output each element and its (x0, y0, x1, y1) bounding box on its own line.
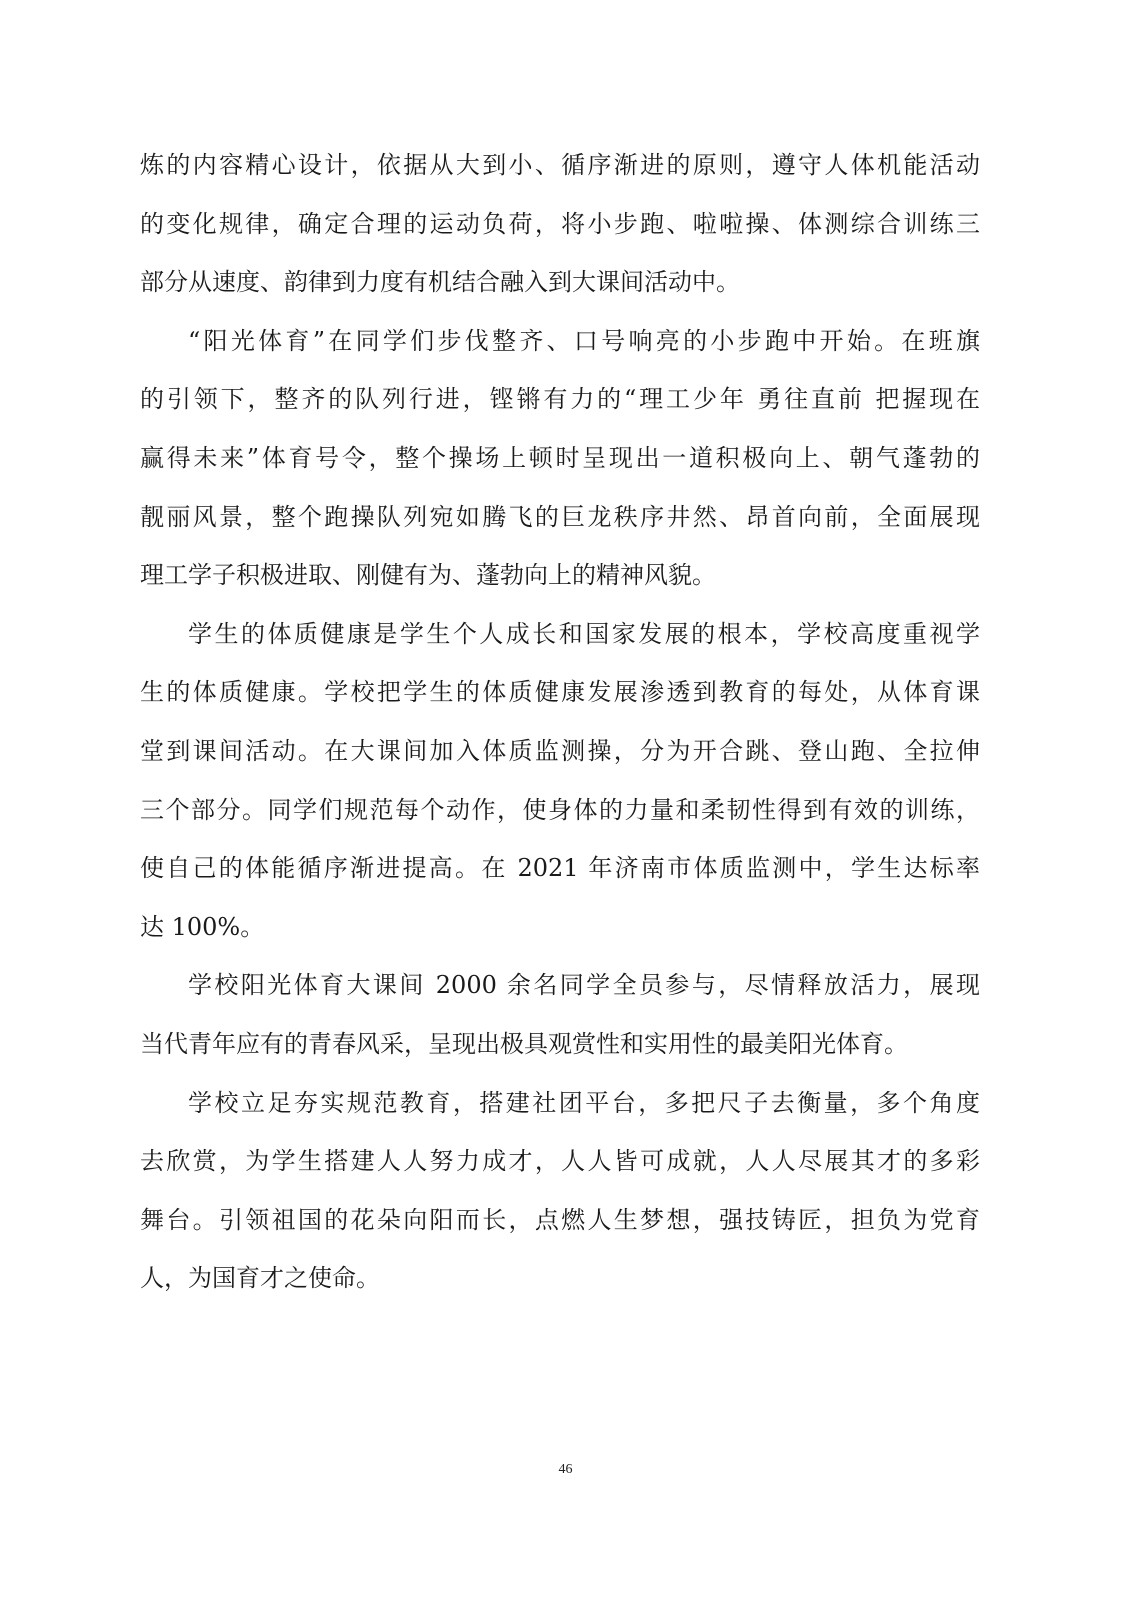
text-line: 人，为国育才之使命。 (140, 1264, 380, 1293)
text-line: 的变化规律，确定合理的运动负荷，将小步跑、啦啦操、体测综合训练三 (140, 209, 980, 238)
text-line: 学生的体质健康是学生个人成长和国家发展的根本，学校高度重视学 (188, 619, 980, 648)
text-line: 使自己的体能循序渐进提高。在 2021 年济南市体质监测中，学生达标率 (140, 854, 980, 883)
text-line: 堂到课间活动。在大课间加入体质监测操，分为开合跳、登山跑、全拉伸 (140, 736, 980, 765)
text-line: 炼的内容精心设计，依据从大到小、循序渐进的原则，遵守人体机能活动 (140, 151, 980, 179)
text-line: “阳光体育”在同学们步伐整齐、口号响亮的小步跑中开始。在班旗 (188, 326, 980, 355)
text-line: 三个部分。同学们规范每个动作，使身体的力量和柔韧性得到有效的训练， (140, 795, 980, 824)
text-line: 学校阳光体育大课间 2000 余名同学全员参与，尽情释放活力，展现 (188, 971, 980, 1000)
body-text (140, 136, 980, 1308)
text-line: 达 100%。 (140, 912, 265, 941)
page-number: 46 (558, 1462, 573, 1477)
text-line: 的引领下，整齐的队列行进，铿锵有力的“理工少年 勇往直前 把握现在 (140, 385, 980, 414)
text-line: 去欣赏，为学生搭建人人努力成才，人人皆可成就，人人尽展其才的多彩 (140, 1147, 980, 1176)
text-line: 赢得未来”体育号令，整个操场上顿时呈现出一道积极向上、朝气蓬勃的 (140, 443, 980, 472)
text-line: 理工学子积极进取、刚健有为、蓬勃向上的精神风貌。 (140, 561, 716, 590)
text-line: 生的体质健康。学校把学生的体质健康发展渗透到教育的每处，从体育课 (140, 678, 980, 707)
text-line: 舞台。引领祖国的花朵向阳而长，点燃人生梦想，强技铸匠，担负为党育 (140, 1205, 980, 1234)
text-line: 当代青年应有的青春风采，呈现出极具观赏性和实用性的最美阳光体育。 (140, 1029, 908, 1058)
text-line: 学校立足夯实规范教育，搭建社团平台，多把尺子去衡量，多个角度 (188, 1088, 980, 1117)
text-line: 部分从速度、韵律到力度有机结合融入到大课间活动中。 (140, 268, 740, 297)
text-line: 靓丽风景，整个跑操队列宛如腾飞的巨龙秩序井然、昂首向前，全面展现 (140, 502, 980, 531)
